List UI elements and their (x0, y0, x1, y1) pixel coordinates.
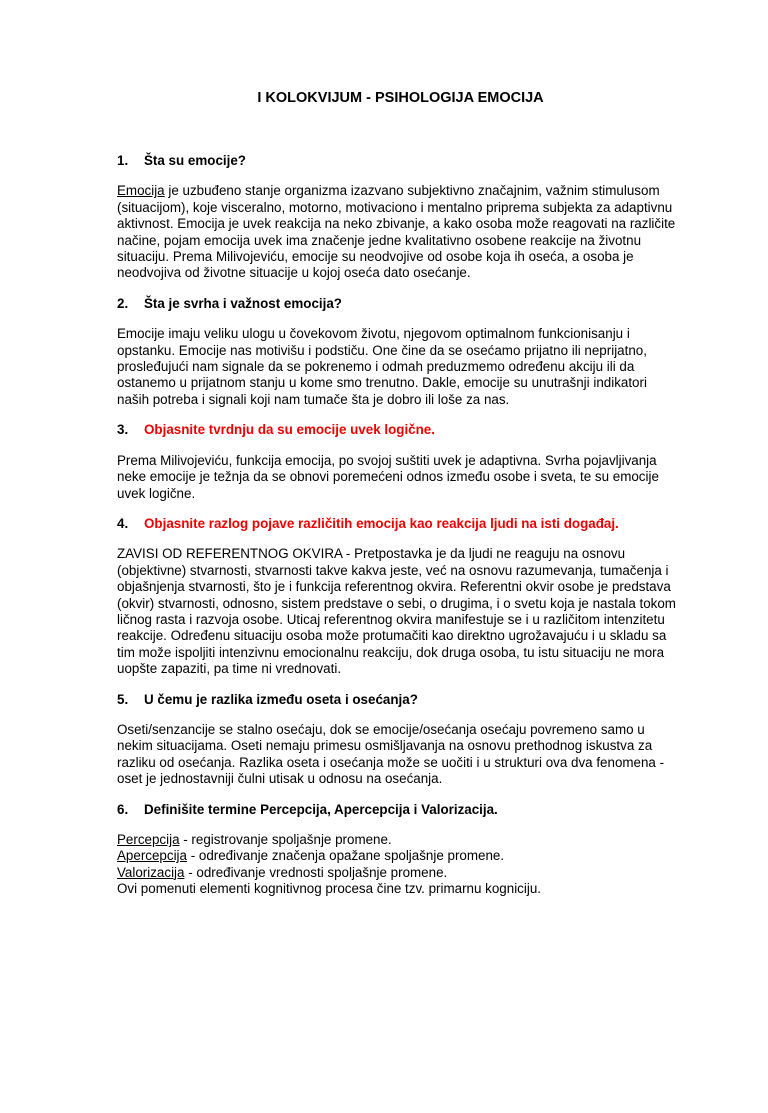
question-5 (117, 692, 676, 708)
document-page (0, 89, 768, 1113)
question-number: 2. (117, 295, 129, 311)
answer-2: Emocije imaju veliku ulogu u čovekovom životu, njegovom optimalnom funkcionisanju i opstanku. Emocije nas motivišu i podstiču. One čine da se osećamo prijatno ili neprijatno, prosleđujući nam signale da se pokrenemo i odmah preduzmemo određenu akciju ili da ostanemo u prijatnom stanju u kome smo trenutno. Dakle, emocije su unutrašnji indikatori naših potreba i signali koji nam tumače šta je dobro ili loše za nas. (117, 326, 647, 407)
question-number: 3. (117, 422, 129, 438)
answer-1 (117, 183, 676, 281)
question-6 (117, 802, 676, 818)
definition-term: Valorizacija (117, 864, 185, 880)
question-number: 4. (117, 515, 129, 531)
question-3 (117, 422, 676, 438)
answer-6 (117, 832, 676, 898)
answer-3: Prema Milivojeviću, funkcija emocija, po svojoj suštiti uvek je adaptivna. Svrha pojavljivanja neke emocije je težnja da se obnovi poremećeni odnos između osobe i sveta, te su emocije uvek logične. (117, 452, 659, 501)
definition-term: Percepcija (117, 832, 180, 847)
question-text: Objasnite tvrdnju da su emocije uvek logične. (144, 422, 435, 438)
answer-text: je uzbuđeno stanje organizma izazvano subjektivno značajnim, važnim stimulusom (situacijom), koje visceralno, motorno, motivaciono i mentalno priprema subjekta za adaptivnu aktivnost. Emocija je uvek reakcija na neko zbivanje, a kako osoba može reagovati na različite načine, pojam emocija uvek ima značenje jedne kvalitativno osobene reakcije na životnu situaciju. Prema Milivojeviću, emocije su neodvojive od osobe koja ih oseća, a osoba je neodvojiva od životne situacije u kojoj oseća dato osećanje. (117, 183, 676, 281)
definition-apercepcija (117, 848, 676, 864)
answer-4: ZAVISI OD REFERENTNOG OKVIRA - Pretpostavka je da ljudi ne reaguju na osnovu (objektivne) stvarnosti, stvarnosti takve kakva jeste, već na osnovu razumevanja, tumačenja i objašnjenja stvarnosti, što je i funkcija referentnog okvira. Referentni okvir osobe je predstava (okvir) stvarnosti, odnosno, sistem predstave o sebi, o drugima, i o svetu koja je nastala tokom ličnog rasta i razvoja osobe. Uticaj referentnog okvira manifestuje se i u različitom intenzitetu reakcije. Određenu situaciju osoba može protumačiti kao direktno ugrožavajuću i u skladu sa tim može ispoljiti intenzivnu emocionalnu reakciju, dok druga osoba, tu istu situaciju ne mora uopšte zapaziti, pa time ni vrednovati. (117, 546, 676, 677)
question-text: Šta je svrha i važnost emocija? (144, 295, 342, 311)
definition-percepcija (117, 832, 676, 848)
definition-text: - registrovanje spoljašnje promene. (179, 832, 392, 847)
question-number: 1. (117, 153, 129, 168)
question-number: 6. (117, 801, 129, 817)
question-text: Objasnite razlog pojave različitih emocija kao reakcija ljudi na isti događaj. (144, 515, 619, 531)
document-title: I KOLOKVIJUM - PSIHOLOGIJA EMOCIJA (257, 90, 544, 106)
question-4 (117, 516, 676, 532)
definition-text: - određivanje značenja opažane spoljašnje promene. (186, 848, 505, 864)
definitions-closing: Ovi pomenuti elementi kognitivnog procesa čine tzv. primarnu kogniciju. (117, 881, 541, 897)
question-2 (117, 296, 676, 312)
answer-5: Oseti/senzancije se stalno osećaju, dok se emocije/osećanja osećaju povremeno samo u nekim situacijama. Oseti nemaju primesu osmišljavanja na osnovu prethodnog iskustva za razliku od osećanja. Razlika oseta i osećanja može se uočiti i u strukturi ova dva fenomena - oset je jednostavniji čulni utisak u odnosu na osećanja. (117, 721, 665, 787)
question-text: Šta su emocije? (144, 153, 246, 168)
question-text: U čemu je razlika između oseta i osećanja? (144, 691, 418, 707)
question-text: Definišite termine Percepcija, Apercepcija i Valorizacija. (144, 801, 498, 817)
term-emocija: Emocija (117, 183, 165, 199)
question-1 (117, 153, 676, 169)
question-number: 5. (117, 691, 129, 707)
definition-term: Apercepcija (117, 848, 187, 864)
definition-text: - određivanje vrednosti spoljašnje promene. (184, 864, 448, 880)
definition-valorizacija (117, 865, 676, 881)
